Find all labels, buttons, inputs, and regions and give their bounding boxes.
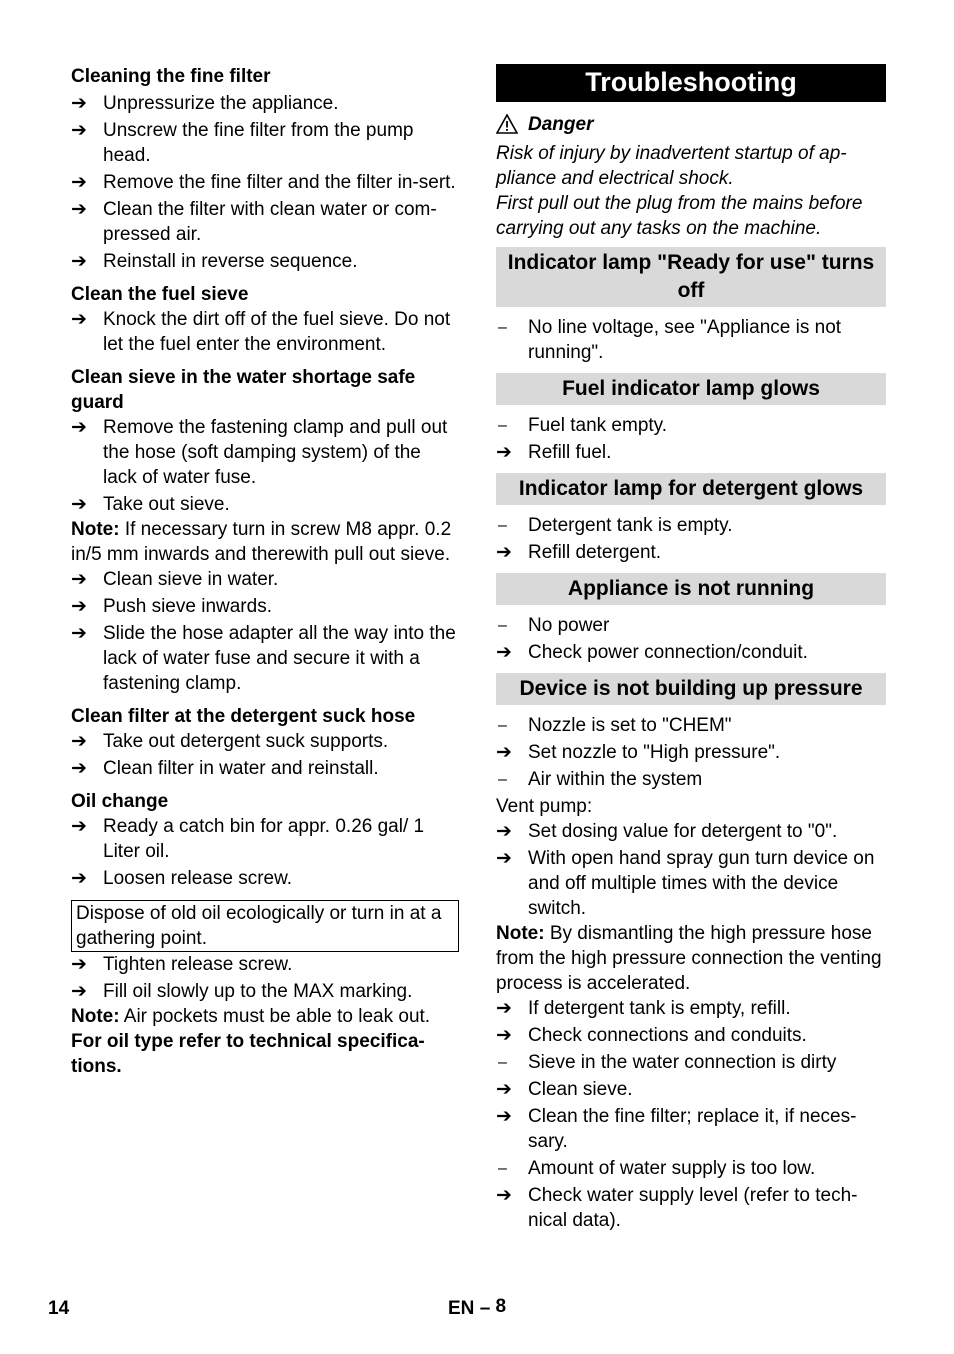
arrow-icon: ➔ [71, 981, 87, 1002]
section-title: Oil change [71, 791, 169, 812]
left-column [71, 64, 459, 1079]
section-title: Cleaning the fine filter [71, 66, 271, 87]
dash-icon: – [498, 771, 507, 788]
subheading: Indicator lamp for detergent glows [496, 473, 886, 505]
arrow-icon: ➔ [71, 758, 87, 779]
list-item: ➔ Clean the fine filter; replace it, if neces-sary. [496, 1106, 857, 1152]
danger-text: Risk of injury by inadvertent startup of ap-pliance and electrical shock. [496, 143, 847, 189]
list-item: ➔ Check connections and conduits. [496, 1025, 807, 1046]
page-title: Troubleshooting [496, 64, 886, 102]
list-item: ➔ Clean sieve. [496, 1079, 633, 1100]
vent-pump-label: Vent pump: [496, 796, 593, 817]
list-item: ➔ Unpressurize the appliance. [71, 93, 339, 114]
arrow-icon: ➔ [71, 309, 87, 330]
list-item: ➔ Take out sieve. [71, 494, 230, 515]
list-item: ➔ Remove the fine filter and the filter in-sert. [71, 172, 456, 193]
list-item: ➔ Slide the hose adapter all the way into the lack of water fuse and secure it with a fastening clamp. [71, 623, 456, 694]
list-item: – Air within the system [498, 769, 703, 790]
list-item: ➔ Unscrew the fine filter from the pump head. [71, 120, 414, 166]
list-item: ➔ Set dosing value for detergent to "0". [496, 821, 838, 842]
notice-box: Dispose of old oil ecologically or turn in at a gathering point. [71, 900, 459, 952]
arrow-icon: ➔ [496, 1185, 512, 1206]
arrow-icon: ➔ [496, 742, 512, 763]
arrow-icon: ➔ [496, 848, 512, 869]
dash-icon: – [498, 1160, 507, 1177]
arrow-icon: ➔ [71, 954, 87, 975]
note: Note: Air pockets must be able to leak out. [71, 1006, 431, 1027]
right-column [496, 64, 886, 1233]
warning-triangle-icon [496, 114, 520, 136]
list-item: ➔ If detergent tank is empty, refill. [496, 998, 791, 1019]
dash-icon: – [498, 717, 507, 734]
list-item: – Nozzle is set to "CHEM" [498, 715, 732, 736]
subheading: Indicator lamp "Ready for use" turns off [496, 247, 886, 307]
list-item: – No line voltage, see "Appliance is not running". [498, 317, 842, 363]
page-number: 14 [48, 1298, 70, 1319]
arrow-icon: ➔ [71, 120, 87, 141]
list-item: ➔ Clean sieve in water. [71, 569, 279, 590]
list-item: ➔ Refill fuel. [496, 442, 612, 463]
section-title: Clean sieve in the water shortage safe guard [71, 367, 416, 413]
page-label: EN – 8 [448, 1296, 507, 1319]
arrow-icon: ➔ [496, 542, 512, 563]
dash-icon: – [498, 617, 507, 634]
list-item: ➔ Tighten release screw. [71, 954, 293, 975]
list-item: ➔ Take out detergent suck supports. [71, 731, 389, 752]
arrow-icon: ➔ [496, 442, 512, 463]
danger-heading: Danger [496, 112, 886, 137]
dash-icon: – [498, 1054, 507, 1071]
arrow-icon: ➔ [71, 816, 87, 837]
arrow-icon: ➔ [71, 417, 87, 438]
list-item: ➔ With open hand spray gun turn device on and off multiple times with the device switch. [496, 848, 875, 919]
list-item: ➔ Fill oil slowly up to the MAX marking. [71, 981, 413, 1002]
list-item: ➔ Remove the fastening clamp and pull out the hose (soft damping system) of the lack of water fuse. [71, 417, 448, 488]
arrow-icon: ➔ [71, 623, 87, 644]
list-item: – No power [498, 615, 610, 636]
arrow-icon: ➔ [71, 199, 87, 220]
arrow-icon: ➔ [71, 172, 87, 193]
note: Note: By dismantling the high pressure hose from the high pressure connection the venting process is accelerated. [496, 923, 882, 994]
list-item: ➔ Check power connection/conduit. [496, 642, 808, 663]
arrow-icon: ➔ [496, 1079, 512, 1100]
subheading: Device is not building up pressure [496, 673, 886, 705]
danger-text: First pull out the plug from the mains before carrying out any tasks on the machine. [496, 193, 863, 239]
arrow-icon: ➔ [71, 93, 87, 114]
arrow-icon: ➔ [71, 569, 87, 590]
list-item: ➔ Check water supply level (refer to tech-nical data). [496, 1185, 858, 1231]
arrow-icon: ➔ [71, 251, 87, 272]
arrow-icon: ➔ [71, 494, 87, 515]
section-title: Clean the fuel sieve [71, 284, 249, 305]
subheading: Appliance is not running [496, 573, 886, 605]
oil-type-note: For oil type refer to technical specifica-tions. [71, 1031, 425, 1077]
list-item: ➔ Push sieve inwards. [71, 596, 272, 617]
list-item: – Detergent tank is empty. [498, 515, 733, 536]
list-item: – Fuel tank empty. [498, 415, 668, 436]
list-item: ➔ Reinstall in reverse sequence. [71, 251, 358, 272]
arrow-icon: ➔ [71, 596, 87, 617]
list-item: ➔ Knock the dirt off of the fuel sieve. Do not let the fuel enter the environment. [71, 309, 451, 355]
list-item: – Sieve in the water connection is dirty [498, 1052, 837, 1073]
arrow-icon: ➔ [71, 731, 87, 752]
arrow-icon: ➔ [496, 1025, 512, 1046]
arrow-icon: ➔ [496, 642, 512, 663]
list-item: ➔ Set nozzle to "High pressure". [496, 742, 781, 763]
list-item: ➔ Clean the filter with clean water or com-pressed air. [71, 199, 437, 245]
arrow-icon: ➔ [71, 868, 87, 889]
section-title: Clean filter at the detergent suck hose [71, 706, 416, 727]
dash-icon: – [498, 517, 507, 534]
list-item: ➔ Loosen release screw. [71, 868, 293, 889]
dash-icon: – [498, 319, 507, 336]
list-item: – Amount of water supply is too low. [498, 1158, 816, 1179]
note: Note: If necessary turn in screw M8 appr. 0.2 in/5 mm inwards and therewith pull out sieve. [71, 519, 452, 565]
arrow-icon: ➔ [496, 998, 512, 1019]
list-item: ➔ Clean filter in water and reinstall. [71, 758, 379, 779]
arrow-icon: ➔ [496, 1106, 512, 1127]
dash-icon: – [498, 417, 507, 434]
subheading: Fuel indicator lamp glows [496, 373, 886, 405]
list-item: ➔ Ready a catch bin for appr. 0.26 gal/ 1 Liter oil. [71, 816, 425, 862]
arrow-icon: ➔ [496, 821, 512, 842]
list-item: ➔ Refill detergent. [496, 542, 662, 563]
